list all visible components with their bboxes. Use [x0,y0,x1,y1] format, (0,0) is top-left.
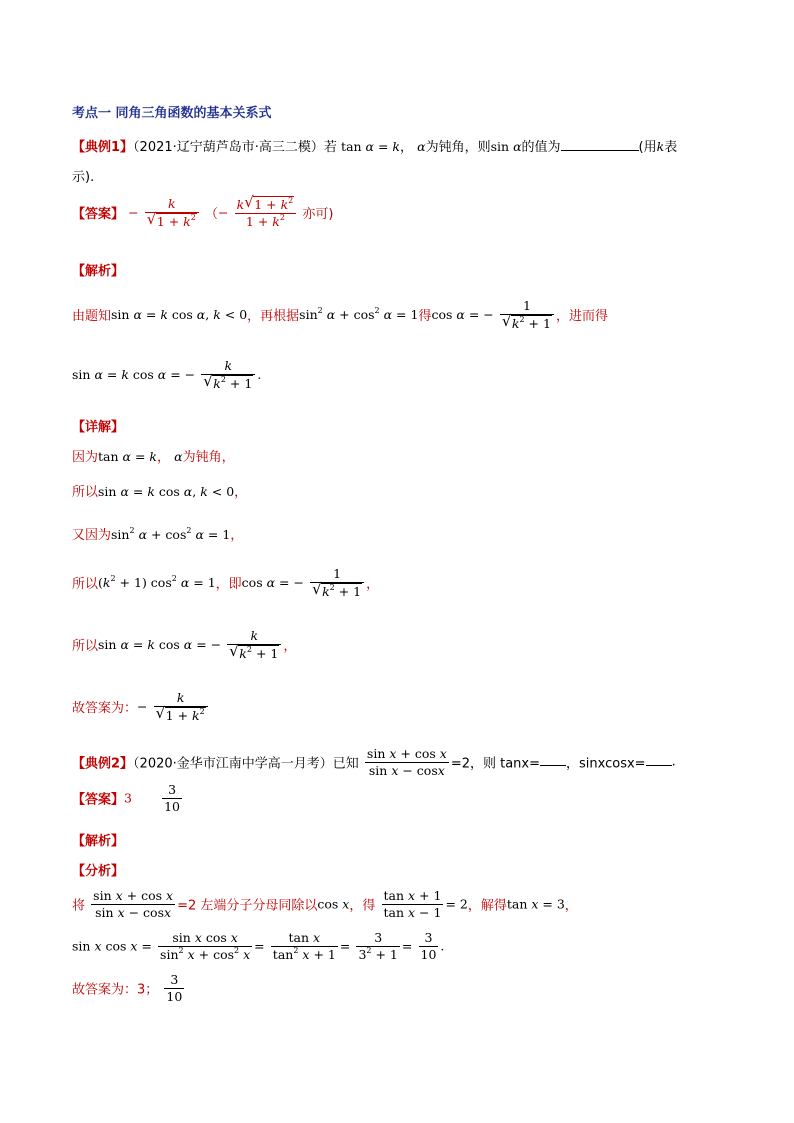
answer-1: 【答案】 − k √ $1 + k^2$ （− k √ $1 + k^2$ $1 + k^2$ 亦可) [72,193,334,229]
detail-line-5: 所以sin α = k cos α = − k √ $k^2 + 1$ ， [72,628,297,661]
detail-line-3: 又因为$\sin^2 \alpha + \cos^2 \alpha = 1$， [72,526,244,543]
analysis-1-line: 由题知sin α = k cos α, k < 0，再根据$\sin^2 \alpha + \cos^2 \alpha = 1$得cos α = − 1 √ $k^2 + 1$ ，进而得 [72,298,608,331]
answer-blank[interactable] [561,140,639,151]
analysis-1-result: sin α = k cos α = − k √ $k^2 + 1$ . [72,358,262,391]
example-1-line-2: 示). [72,170,95,185]
analysis-2-line-2: sin x cos x = $\frac{\text{sin x cos x}}{\sin^2 x + \cos^2 x}$ = $\frac{\text{tan x}}{\tan^2 x + 1}$ = $\frac{3}{3^2 + 1}$ = $\frac{3}{10}$ . [72,930,445,962]
detail-line-4: 所以$(k^2 + 1)$ $\cos^2 \alpha = 1$，即cos α = − 1 √ $k^2 + 1$ ， [72,566,380,599]
sinxcosx-blank[interactable] [646,755,672,766]
example-1-source: （2021·辽宁葫芦岛市·高三二模）若 [133,140,337,155]
detail-answer: 故答案为：− k √ $1 + k^2$ [72,690,210,723]
fenxi-tag: 【分析】 [72,864,125,879]
detail-line-1: 因为tan α = k， α为钝角， [72,449,235,465]
analysis-2-final: 故答案为：3； $\frac{3}{10}$ [72,972,183,1004]
example-1-line-1: 【典例1】（2021·辽宁葫芦岛市·高三二模）若 tan α = k， α为钝角，则sin α的值为 (用k表 [72,139,678,155]
example-1-tag: 【典例1】 [72,140,134,155]
answer-2: 【答案】3 $\frac{3}{10}$ [72,782,181,814]
answer-1-tag: 【答案】 [72,207,125,223]
example-1-obtuse: 为钝角，则 [425,140,491,155]
example-2-line: 【典例2】（2020·金华市江南中学高一月考）已知 $\frac{\text{sin x + cos x}}{\text{sin x − cosx}}$ =2，则 tanx= ，sinxcosx= . [72,746,676,778]
analysis-2-tag: 【解析】 [72,834,125,849]
analysis-tag: 【解析】 [72,264,125,279]
detail-tag: 【详解】 [72,420,125,435]
tan-blank[interactable] [540,755,566,766]
detail-line-2: 所以sin α = k cos α, k < 0， [72,484,248,500]
example-2-tag: 【典例2】 [72,756,134,772]
section-title: 考点一 同角三角函数的基本关系式 [72,106,272,121]
formula-tan-alpha-k: tan α = k [341,139,400,154]
analysis-2-line-1: 将 $\frac{\text{sin x + cos x}}{\text{sin x − cosx}}$ =2 左端分子分母同除以cos x，得 $\frac{\text{tan x + 1}}{\text{tan x − 1}}$ = 2，解得tan x = 3， [72,888,578,920]
